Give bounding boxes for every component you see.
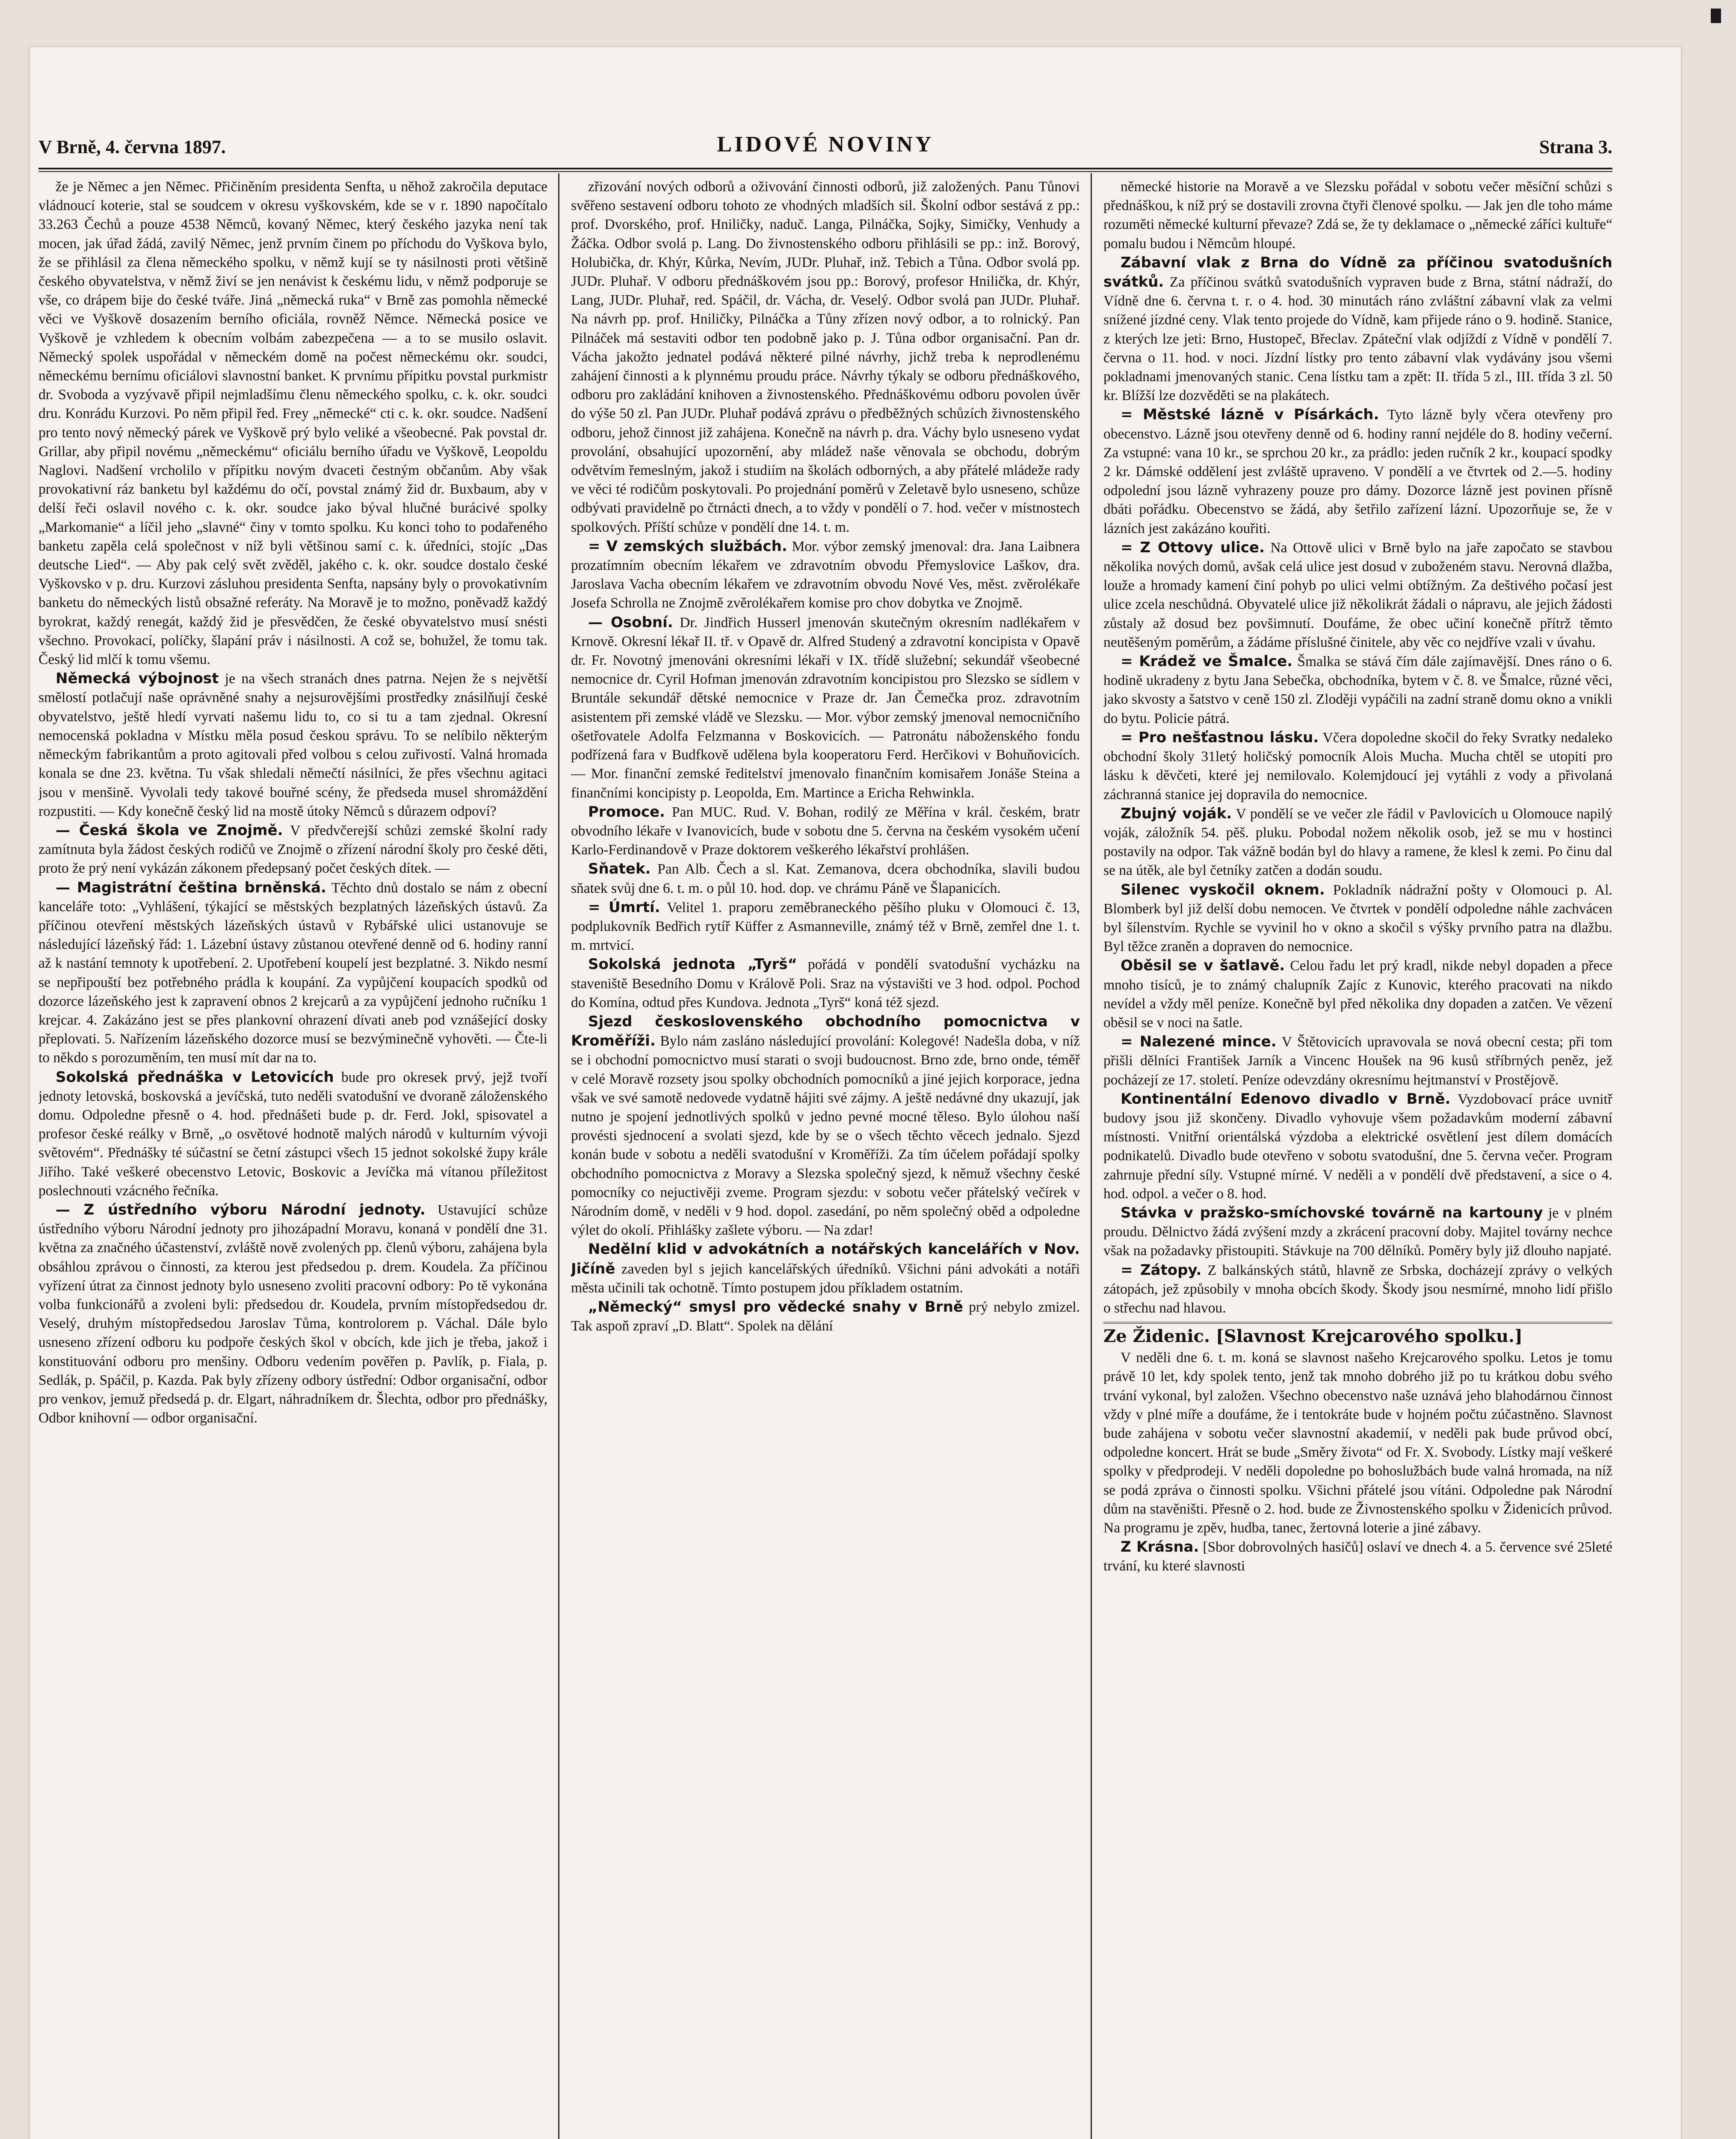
- article-heading: — Osobní.: [588, 613, 673, 631]
- article-paragraph: [1103, 1538, 1612, 1576]
- article-paragraph: [1103, 1261, 1612, 1318]
- article-heading: Sjezd československého obchodního pomocnictva v Kroměříži.: [571, 1013, 1080, 1050]
- article-heading: = Zátopy.: [1121, 1261, 1202, 1279]
- article-heading: = Úmrtí.: [588, 898, 660, 916]
- article-text: Včera dopoledne skočil do řeky Svratky nedaleko obchodní školy 31letý holičský pomocník Alois Mucha. Mucha chtěl se utopiti pro lásku k děvčeti, které jej nemilovalo. Kolemjdoucí jej vytáhli z vody a přivolaná záchranná stanice jej dopravila do nemocnice.: [1103, 729, 1612, 803]
- article-text: Z balkánských států, hlavně ze Srbska, docházejí zprávy o velkých zátopách, jež způsobily v mnoha obcích škody. Škody jsou nesmírné, mnoho lidí přišlo o střechu nad hlavou.: [1103, 1262, 1612, 1316]
- article-paragraph: [1103, 178, 1612, 253]
- article-text: Pan MUC. Rud. V. Bohan, rodilý ze Měřína v král. českém, bratr obvodního lékaře v Ivanovicích, bude v sobotu dne 5. června na českém vysokém učení Karlo-Ferdinandově v Praze doktorem veškerého lékařství prohlášen.: [571, 804, 1080, 858]
- article-paragraph: [1103, 253, 1612, 406]
- article-heading: = Městské lázně v Písárkách.: [1121, 406, 1379, 424]
- header-page-number: Strana 3.: [1539, 136, 1612, 157]
- article-heading: — Magistrátní čeština brněnská.: [56, 879, 326, 896]
- article-heading: — Z ústředního výboru Národní jednoty.: [56, 1201, 426, 1218]
- article-paragraph: [571, 898, 1080, 955]
- article-text: Ustavující schůze ústředního výboru Národní jednoty pro jihozápadní Moravu, konaná v pondělí dne 31. května za značného účastenství, zvláště nově zvolených pp. členů výboru, zahájena byla obsáhlou zprávou o činnosti, za kterou jest předsedou p. drem. Koudela. Za příčinou vyřízení útrat za činnost jednoty bylo usneseno zvoliti pracovní odbory: Po tě vykonána volba funkcionářů a zvoleni byli: předsedou dr. Koudela, prvním místopředsedou dr. Veselý, druhým místopředsedou Jaroslav Tůma, kontrolorem p. Váchal. Dále bylo usneseno zřízení odboru ku podpoře českých škol v obcích, kde jich je třeba, jakož i konstituování odboru pro menšiny. Odboru vedením pověřen p. Pavlík, p. Fiala, p. Sedlák, p. Spáčil, p. Kazda. Pak byly zřízeny odbory ústřední: Odbor organisační, odbor pro venkov, jemuž předsedá p. dr. Elgart, náhradníkem dr. Šlechta, odbor pro přednášky, Odbor knihovní — odbor organisační.: [38, 1202, 547, 1426]
- article-heading: Zbujný voják.: [1121, 805, 1232, 822]
- article-paragraph: [571, 1012, 1080, 1240]
- article-heading: Silenec vyskočil oknem.: [1121, 881, 1325, 898]
- page-header: [38, 128, 1612, 167]
- article-text: německé historie na Moravě a ve Slezsku pořádal v sobotu večer měsíční schůzi s přednáškou, k níž prý se dostavili zrovna čtyři členové spolku. — Jak jen dle toho máme rozuměti německé kulturní převaze? Zdá se, že ty deklamace o „německé záříci kultuře“ pomalu budou i Němcům hloupé.: [1103, 179, 1612, 252]
- column-2: [571, 178, 1080, 2139]
- article-heading: Promoce.: [588, 803, 665, 821]
- article-heading: = Z Ottovy ulice.: [1121, 539, 1265, 556]
- article-heading: Sokolská přednáška v Letovicích: [56, 1068, 334, 1086]
- article-paragraph: [38, 1068, 547, 1200]
- article-text: Šmalka se stává čím dále zajímavější. Dnes ráno o 6. hodině ukradeny z bytu Jana Sebečka, obchodníka, bytem v č. 8. ve Šmalce, různé věci, jako skvosty a šatstvo v ceně 150 zl. Zloději vypáčili na zadní straně domu okno a vnikli do bytu. Policie pátrá.: [1103, 654, 1612, 726]
- article-text: pořádá v pondělí svatodušní vycházku na staveniště Besedního Domu v Králově Poli. Sraz na výstavišti ve 3 hod. odpol. Pochod do Komína, odtud přes Kundova. Jednota „Tyrš“ koná též sjezd.: [571, 957, 1080, 1010]
- article-text: prý nebylo zmizel. Tak aspoň zpraví „D. Blatt“. Spolek na dělání: [571, 1299, 1080, 1334]
- article-text: je na všech stranách dnes patrna. Nejen že s největší smělostí potlačují naše oprávněné snahy a nejsurovějšími prostředky znásilňují české obyvatelstvo, ještě hledí vyrvati našemu lidu to, co si tu a tam zjednal. Okresní nemocenská pokladna v Místku měla posud českou správu. To se nelíbilo některým německým fabrikantům a proto agitovali před volbou s celou zuřivostí. Valná hromada konala se dne 23. května. Tu však shledali němečtí násilníci, že přes všechnu agitaci jsou v menšině. Vyvolali tedy takové bouřné scény, že předseda musel shromáždění rozpustiti. — Kdy konečně český lid na mostě útoky Němců s důrazem odpoví?: [38, 671, 547, 819]
- article-text: zřizování nových odborů a oživování činnosti odborů, již založených. Panu Tůnovi svěřeno sestavení odboru tohoto ze vhodných mladších sil. Školní odbor sestává z pp.: prof. Dvorského, prof. Hniličky, naduč. Langa, Pilnáčka, Sojky, Simičky, Venhudy a Žáčka. Odbor svolá p. Lang. Do živnostenského odboru přihlásili se pp.: inž. Borový, Holubička, dr. Khýr, Kůrka, Nevím, JUDr. Pluhař, inž. Tebich a Tůna. Odbor svolá pp. JUDr. Pluhař. V odboru přednáškovém jsou pp.: Borový, profesor Hnilička, dr. Khýr, Lang, JUDr. Pluhař, red. Spáčil, dr. Vácha, dr. Veselý. Odbor svolá pan JUDr. Pluhař. Na návrh pp. prof. Hniličky, Pilnáčka a Tůny zřízen nový odbor, a to rolnický. Pan Pilnáček má sestaviti odbor ten podobně jako p. J. Tůna odbor organisační. Pan dr. Vácha jakožto jednatel podává některé pilné návrhy, jichž treba k neprodlenému zahájení činnosti a k plynnému proudu práce. Návrhy týkaly se odboru přednáškového, odboru pro zakládání knihoven a živnostenského. Přednáškovému odboru povolen úvěr do výše 50 zl. Pan JUDr. Pluhař podává zprávu o předběžných schůzích živnostenského odboru, jehož činnost již zahájena. Konečně na návrh p. dra. Váchy bylo usneseno vydat provolání, obsahující upozornění, aby mládež naše věnovala se obchodu, dobrým odvětvím řemeslným, jakož i studiím na školách odborných, a aby přátelé mládeže rady ve věci té rodičům poskytovali. Po projednání poměrů v Zeletavě bylo usneseno, schůze odbývati pravidelně po čtrnácti dnech, a to vždy v pondělí o 7. hod. večer v místnostech spolkových. Příští schůze v pondělí dne 14. t. m.: [571, 179, 1080, 535]
- section-title: Ze Židenic. [Slavnost Krejcarového spolku.]: [1103, 1326, 1523, 1347]
- article-text: Na Ottově ulici v Brně bylo na jaře započato se stavbou několika nových domů, avšak celá ulice jest dosud v zuboženém stavu. Nerovná dlažba, louže a hromady kamení činí pohyb po ulici velmi obtížným. Za deštivého počasí jest ulice zcela neschůdná. Obyvatelé ulice již několikrát žádali o nápravu, ale jejich žádosti zůstaly až dosud bez povšimnutí. Doufáme, že obec učiní konečně přítrž těmto neutěšeným poměrům, a žádáme příslušné činitele, aby věc co nejdříve vzali v úvahu.: [1103, 539, 1612, 650]
- article-paragraph: [38, 821, 547, 878]
- article-text: Těchto dnů dostalo se nám z obecní kanceláře toto: „Vyhlášení, týkající se městských bezplatných lázeňských ústavů. Za příčinou otevření městských lázeňských ústavů v Rybářské ulici ustanovuje se následující lázeňský řád: 1. Lázební ústavy zůstanou otevřené denně od 6. hodiny ranní až k nastání temnoty k upotřebení. 2. Upotřebení koupelí jest bezplatné. 3. Nikdo nesmí se nepřipouští bez potřebného prádla k koupání. Za vypůjčení koupacích spodků od dozorce lázeňského jest k zapravení obnos 2 krejcarů a za vypůjčení jednoho ručníku 1 krejcar. 4. Zakázáno jest se přes plankovní ohrazení dívati aneb pod vznášející dosky přeplovati. 5. Nařízením lázeňského dozorce musí se bezvýminečně vyhověti. — Čte-li to někdo s porozuměním, ten musí mít dar na to.: [38, 880, 547, 1066]
- article-paragraph: [38, 669, 547, 821]
- article-paragraph: [1103, 652, 1612, 728]
- article-text: [Sbor dobrovolných hasičů] oslaví ve dnech 4. a 5. července své 25leté trvání, ku které slavnosti: [1103, 1539, 1612, 1574]
- article-heading: „Německý“ smysl pro vědecké snahy v Brně: [588, 1298, 963, 1315]
- article-heading: = Nalezené mince.: [1121, 1033, 1277, 1051]
- article-paragraph: [1103, 1203, 1612, 1261]
- article-paragraph: [1103, 880, 1612, 957]
- article-paragraph: [38, 1200, 547, 1428]
- article-paragraph: [1103, 1090, 1612, 1203]
- header-title: LIDOVÉ NOVINY: [717, 132, 934, 157]
- article-paragraph: [571, 1240, 1080, 1298]
- article-text: Vyzdobovací práce uvnitř budovy jsou již skončeny. Divadlo vyhovuje všem požadavkům moderní zábavní místnosti. Vnitřní orientálská výzdoba a elektrické osvětlení jest dílem domácích podnikatelů. Divadlo bude otevřeno v sobotu svatodušní, dne 5. června večer. Program zahrnuje přední síly. Vstupné mírné. V neděli a v pondělí dvě představení, a sice o 4. hod. odpol. a večer o 8. hod.: [1103, 1091, 1612, 1202]
- column-3: [1103, 178, 1612, 2139]
- article-heading: Stávka v pražsko-smíchovské továrně na kartouny: [1121, 1204, 1543, 1221]
- article-text: Bylo nám zasláno následující provolání: Kolegové! Nadešla doba, v níž se i obchodní pomocnictvo musí starati o svoji budoucnost. Brno zde, brno onde, téměř v celé Moravě rozsety jsou spolky obchodních pomocníků a jiné jejich korporace, jedna však ve své samotě nedovede vydatně hájiti své zájmy. A ještě nedávné dny ukazují, jak nutno je spojení jednotlivých spolků v jedno pevné mocné těleso. Bylo úlohou naší provésti sjednocení a svolati sjezd, kde by se o všech těchto věcech jednalo. Sjezd konán bude v sobotu a neděli svatodušní v Kroměříži. Za tím účelem pořádají spolky obchodního pomocnictva z Moravy a Slezska společný sjezd, k němuž všechny české pomocníky co nejuctivěji zveme. Program sjezdu: v sobotu večer přátelský večírek v Národním domě, v neděli v 9 hod. dopol. zasedání, po něm společný oběd a odpoledne výlet do okolí. Přihlášky zašlete výboru. — Na zdar!: [571, 1033, 1080, 1238]
- article-paragraph: [1103, 728, 1612, 804]
- article-text: je v plném proudu. Dělnictvo žádá zvýšení mzdy a zkrácení pracovní doby. Majitel továrny nechce však na požadavky přistoupiti. Stávkuje na 700 dělníků. Poměry byly již dlouho napjaté.: [1103, 1205, 1612, 1259]
- article-text: bude pro okresek prvý, jejž tvoří jednoty letovská, boskovská a jevíčská, tuto neděli svatodušní ve dvoraně záloženského domu. Odpoledne přesně o 4. hod. přednášeti bude p. dr. Ferd. Jokl, spisovatel a profesor české reálky v Brně, „o osvětové hodnotě malých národů v kulturním vývoji světovém“. Přednášky té súčastní se četní zástupci všech 15 jednot sokolské župy krále Jiřího. Také veškeré obecenstvo Letovic, Boskovic a Jevíčka má vítanou příležitost poslechnouti vzácného řečníka.: [38, 1069, 547, 1199]
- column-divider: [558, 173, 559, 2139]
- article-heading: Nedělní klid v advokátních a notářských kancelářích v Nov. Jičíně: [571, 1241, 1080, 1277]
- article-heading: Sokolská jednota „Tyrš“: [588, 956, 797, 973]
- column-divider: [1091, 173, 1092, 2139]
- article-paragraph: [1103, 956, 1612, 1032]
- article-paragraph: [571, 537, 1080, 613]
- article-text: V předvčerejší schůzi zemské školní rady zamítnuta byla žádost českých rodičů ve Znojmě o zřízení národní školy pro české děti, proto že prý není vykázán zákonem předepsaný počet českých dítek. —: [38, 822, 547, 877]
- article-heading: Zábavní vlak z Brna do Vídně za příčinou svatodušních svátků.: [1103, 254, 1612, 291]
- article-paragraph: [1103, 804, 1612, 880]
- article-heading: Z Krásna.: [1121, 1538, 1199, 1556]
- column-1: [38, 178, 547, 2139]
- article-heading: = Krádež ve Šmalce.: [1121, 653, 1293, 670]
- article-paragraph: [571, 1298, 1080, 1336]
- article-text: Celou řadu let prý kradl, nikde nebyl dopaden a přece mnoho tisíců, je to známý chalupník Zajíc z Kunovic, kterého pracovati na nikdo nevídel a vždy měl peníze. Konečně byl před několika dny dopaden a zatčen. Ve vězení oběsil se v noci na šatle.: [1103, 958, 1612, 1031]
- article-paragraph: [1103, 1348, 1612, 1538]
- article-text: Za příčinou svátků svatodušních vypraven bude z Brna, státní nádraží, do Vídně dne 6. června t. r. o 4. hod. 30 minutách ráno zvláštní zábavní vlak za velmi snížené jízdné ceny. Vlak tento projede do Vídně, kam přijede ráno o 9. hodině. Stanice, z kterých lze jeti: Brno, Hustopeč, Břeclav. Zpáteční vlak odjíždí z Vídně v pondělí 7. června o 11. hod. v noci. Jízdní lístky pro tento zábavní vlak vydávány jsou všemi pokladnami jmenovaných stanic. Cena lístku tam a zpět: II. třída 5 zl., III. třída 3 zl. 50 kr. Blížší lze dozvěděti se na plakátech.: [1103, 274, 1612, 404]
- article-text: V pondělí se ve večer zle řádil v Pavlovicích u Olomouce napilý voják, záložník 54. pěš. pluku. Pobodal nožem několik osob, jež se mu v hostinci postavily na odpor. Tak vážně bodán byl do hlavy a ramene, že klesl k zemi. Po činu dal se na útěk, ale byl četníky zatčen a dodán soudu.: [1103, 806, 1612, 879]
- header-rule-thin: [38, 171, 1612, 172]
- header-rule: [38, 168, 1612, 169]
- article-text: Velitel 1. praporu zeměbraneckého pěšího pluku v Olomouci č. 13, podplukovník Bedřich rytíř Küffer z Asmanneville, známý též v Brně, zemřel dne 1. t. m. mrtvicí.: [571, 899, 1080, 954]
- article-text: V neděli dne 6. t. m. koná se slavnost našeho Krejcarového spolku. Letos je tomu právě 10 let, kdy spolek tento, jenž tak mnoho dobrého již po tu krátkou dobu svého trvání vykonal, byl založen. Všechno obecenstvo naše uznává jeho blahodárnou činnost vždy v plné míře a doufáme, že i tentokráte bude v hojném počtu zúčastněno. Slavnost bude zahájena v sobotu večer slavnostní akademií, v neděli pak bude průvod obcí, odpoledne koncert. Hrát se bude „Směry života“ od Fr. X. Svobody. Lístky mají veškeré spolky v předprodeji. V neděli dopoledne po bohoslužbách bude valná hromada, na níž se podá zpráva o činnosti spolku. Všichni přátelé jsou vítáni. Odpoledne pak Národní dům na stavěništi. Přesně o 2. hod. bude ze Živnostenského spolku v Židenicích průvod. Na programu je zpěv, hudba, tanec, žertovná loterie a jiné zábavy.: [1103, 1350, 1612, 1536]
- article-text: zaveden byl s jejich kancelářských úředníků. Všichni páni advokáti a notáři města učinili tak ochotně. Tímto postupem jdou příkladem ostatním.: [571, 1261, 1080, 1296]
- article-heading: — Česká škola ve Znojmě.: [56, 821, 283, 839]
- article-text: Mor. výbor zemský jmenoval: dra. Jana Laibnera prozatímním obecním lékařem ve zdravotním obvodu Přemyslovice Laškov, dra. Jaroslava Vacha obecním lékařem ve zdravotním obvodu Nové Ves, měst. zvěrolékaře Josefa Schrolla ne Znojmě zvěrolékařem komise pro chov dobytka ve Znojmě.: [571, 538, 1080, 611]
- article-text: Pan Alb. Čech a sl. Kat. Zemanova, dcera obchodníka, slavili budou sňatek svůj dne 6. t. m. o půl 10. hod. dop. ve chrámu Páně ve Šlapanicích.: [571, 861, 1080, 896]
- article-text: V Štětovicích upravovala se nová obecní cesta; při tom přišli dělníci František Jarník a Vincenc Houšek na 96 kusů stříbrných peněz, jež pocházejí ze 17. století. Peníze odevzdány okresnímu hejtmanství v Prostějově.: [1103, 1034, 1612, 1088]
- article-paragraph: [1103, 1032, 1612, 1090]
- article-paragraph: [571, 859, 1080, 898]
- article-text: Tyto lázně byly včera otevřeny pro obecenstvo. Lázně jsou otevřeny denně od 6. hodiny ranní nejdéle do 8. hodiny večerní. Za vstupné: vana 10 kr., se sprchou 20 kr., za prádlo: jeden ručník 2 kr., koupací spodky 2 kr. Dámské oddělení jest zvláště upraveno. V pondělí a ve čtvrtek od 2.—5. hodiny odpolední jsou lázně vyhrazeny pouze pro dámy. Dozorce lázně jest povinen přísně dbáti pořádku. Obecenstvo se žádá, aby šetřilo zařízení lázní. Upozorňuje se, že v lázních jest zakázáno kouřiti.: [1103, 407, 1612, 536]
- article-text: Pokladník nádražní pošty v Olomouci p. Al. Blomberk byl již delší dobu nemocen. Ve čtvrtek v pondělí odpoledne náhle zachvácen byl šílenstvím. Rychle se vyvinil ho v okno a skočil s výšky prvního patra na dlažbu. Byl těžce zraněn a dopraven do nemocnice.: [1103, 882, 1612, 955]
- article-paragraph: [571, 178, 1080, 537]
- article-heading: Kontinentální Edenovo divadlo v Brně.: [1121, 1090, 1451, 1108]
- article-heading: = V zemských službách.: [588, 537, 787, 555]
- article-text: Dr. Jindřich Husserl jmenován skutečným okresním nadlékařem v Krnově. Okresní lékař II. tř. v Opavě dr. Alfred Studený a zdravotní koncipista v Opavě dr. Fr. Novotný jmenováni okresními lékaři v IX. třídě služební; sekundář všeobecné nemocnice dr. Cyril Hofman jmenován zdravotním koncipistou pro Slezsko se sídlem v Bruntále sekundář dětské nemocnice v Praze dr. Jan Čemečka proz. zdravotním asistentem při zemské vládě ve Slezsku. — Mor. výbor zemský jmenoval nemocničního ošetřovatele Adolfa Felzmanna v Boskovicích. — Patronátu náboženského fondu podřízená fara v Budfkově udělena byla kooperatoru Ferd. Herčikovi v Bohuňovicích. — Mor. finanční zemské ředitelství jmenovalo finančním komisařem Jonáše Steina a finančními koncipisty p. Leopolda, Em. Martince a Ericha Rehwinkla.: [571, 614, 1080, 801]
- scan-edge-mark: [1711, 9, 1721, 23]
- article-heading: Oběsil se v šatlavě.: [1121, 957, 1285, 975]
- article-paragraph: [38, 878, 547, 1068]
- article-heading: Německá výbojnost: [56, 670, 219, 687]
- header-date: V Brně, 4. června 1897.: [38, 136, 226, 157]
- section-rule: [1103, 1322, 1612, 1324]
- article-paragraph: [1103, 405, 1612, 538]
- article-text: že je Němec a jen Němec. Přičiněním presidenta Senfta, u něhož zakročila deputace vládnoucí koterie, stal se soudcem v okresu vyškovském, kde se v r. 1890 napočítalo 33.263 Čechů a pouze 4538 Němců, kovaný Němec, který českého jazyka není tak mocen, jak úřad žádá, zavilý Němec, jenž prvním činem po příchodu do Vyškova bylo, že se přihlásil za člena německého spolku, v němž kují se ty násilnosti proti většině českého obyvatelstva, v němž živí se jen nenávist k českému lidu, v němž podporuje se vše, co drápem bije do české tváře. Jiná „německá ruka“ v Brně zas pomohla německé věci ve Vyškově dosazením berního oficiála, rovněž Němce. Německá posice ve Vyškově je vzhledem k obecním volbám zabezpečena — a to se musilo oslavit. Německý spolek uspořádal v německém domě na počest německému okr. soudci, německému bernímu oficiálovi slavnostní banket. K prvnímu přípitku povstal purkmistr dr. Svoboda a vyzývavě připil nejmladšímu členu německého spolku, c. k. okr. soudci dru. Konrádu Kurzovi. Po něm připil řed. Frey „německé“ cti c. k. okr. soudce. Nadšení pro tento nový německý párek ve Vyškově prý bylo veliké a všeobecné. Pak povstal dr. Grillar, aby připil novému „německému“ oficiálu berního úřadu ve Vyškově, Leopoldu Naglovi. Nadšení vrcholilo v přípitku novým dvaceti čestným občanům. Aby však provokativní ráz banketu byl každému do očí, povstal známý žid dr. Buxbaum, aby v delší řeči oslavil nového c. k. okr. soudce jako býval hlučné burácivé spolky „Markomanie“ a líčil jeho „slavné“ činy v tomto spolku. Ku konci toho to podařeného banketu zapěla celá společnost v níž byli většinou samí c. k. úředníci, stojíc „Das deutsche Lied“. — Aby pak celý svět zvěděl, jakého c. k. okr. soudce dostalo české Vyškovsko v p. dru. Kurzovi zásluhou presidenta Senfta, napsány byly o provokativním banketu do německých listů obsažné referáty. Na Moravě je to možno, poněvadž každý byrokrat, každý renegát, každý žid je přesvědčen, že české obyvatelstvo musí snésti všechno. Provokací, políčky, šlapání práv i násilnosti. A což se, bohužel, že tomu tak. Český lid mlčí k tomu všemu.: [38, 179, 547, 668]
- article-paragraph: [1103, 538, 1612, 652]
- article-heading: Sňatek.: [588, 860, 651, 878]
- article-heading: = Pro nešťastnou lásku.: [1121, 729, 1319, 746]
- article-paragraph: [38, 178, 547, 669]
- article-paragraph: [571, 955, 1080, 1012]
- article-paragraph: [571, 613, 1080, 803]
- article-paragraph: [571, 803, 1080, 860]
